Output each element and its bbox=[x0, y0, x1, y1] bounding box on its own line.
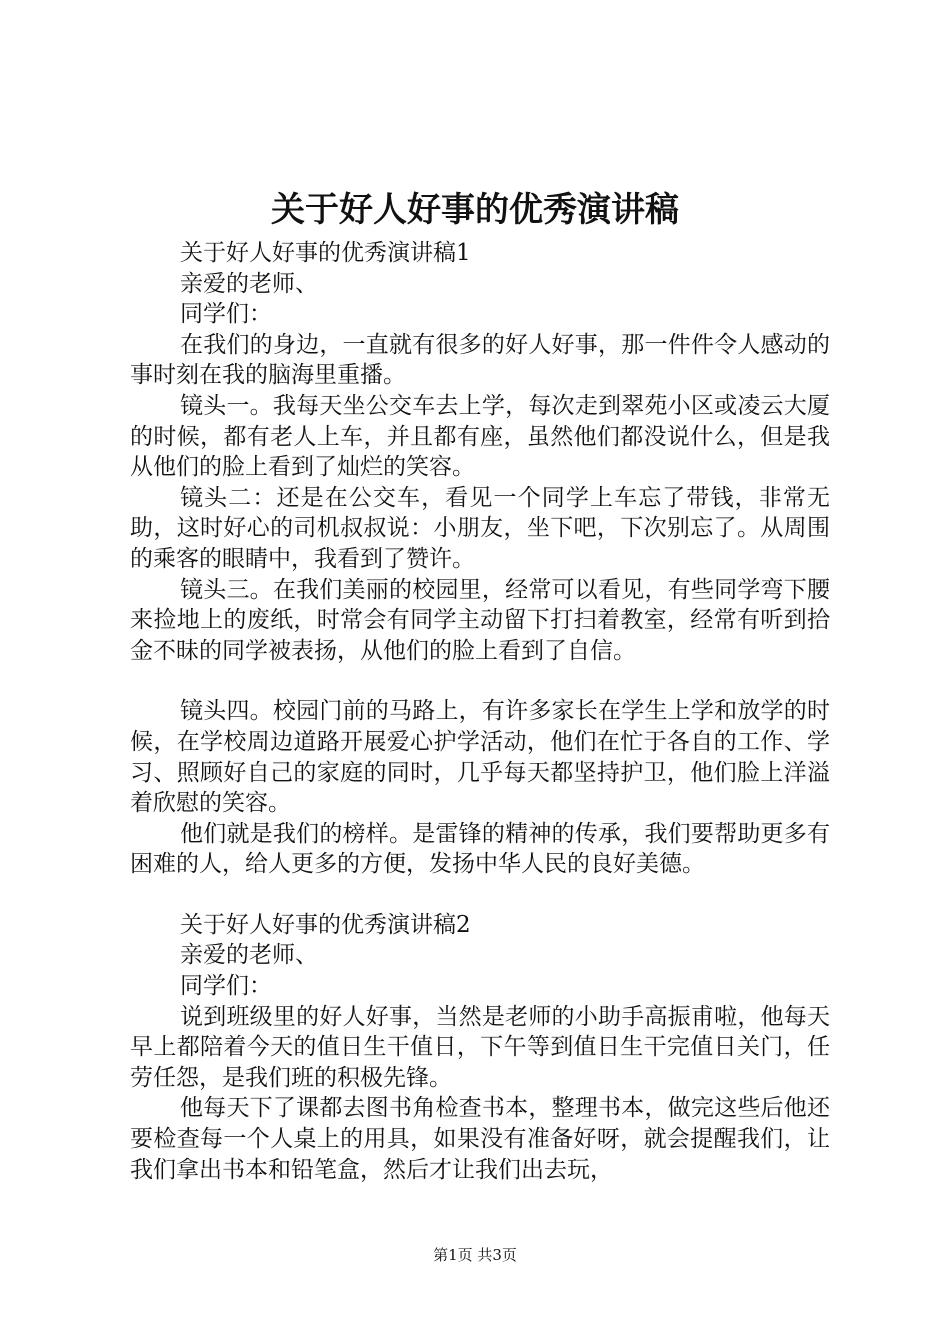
paragraph: 他每天下了课都去图书角检查书本，整理书本，做完这些后他还要检查每一个人桌上的用具，如果没有准备好呀，就会提醒我们，让我们拿出书本和铅笔盒，然后才让我们出去玩， bbox=[130, 1095, 830, 1183]
section-heading: 关于好人好事的优秀演讲稿2 bbox=[180, 911, 471, 938]
document-title: 关于好人好事的优秀演讲稿 bbox=[271, 190, 679, 230]
section-heading: 关于好人好事的优秀演讲稿1 bbox=[180, 240, 471, 266]
blank-line bbox=[130, 666, 830, 696]
blank-line bbox=[130, 880, 830, 910]
page-footer: 第1页 共3页 bbox=[433, 1246, 517, 1264]
salutation-line: 同学们： bbox=[180, 973, 272, 1000]
salutation-line: 亲爱的老师、 bbox=[180, 270, 318, 297]
paragraph: 镜头二：还是在公交车，看见一个同学上车忘了带钱，非常无助，这时好心的司机叔叔说：小朋友，坐下吧，下次别忘了。从周围的乘客的眼睛中，我看到了赞许。 bbox=[130, 484, 830, 572]
salutation-line: 亲爱的老师、 bbox=[180, 942, 318, 969]
paragraph: 他们就是我们的榜样。是雷锋的精神的传承，我们要帮助更多有困难的人，给人更多的方便，发扬中华人民的良好美德。 bbox=[130, 820, 830, 878]
paragraph: 在我们的身边，一直就有很多的好人好事，那一件件令人感动的事时刻在我的脑海里重播。 bbox=[130, 331, 830, 389]
section-1 bbox=[130, 238, 830, 880]
salutation-line: 同学们： bbox=[180, 301, 272, 328]
paragraph: 说到班级里的好人好事，当然是老师的小助手高振甫啦，他每天早上都陪着今天的值日生干值日，下午等到值日生干完值日关门，任劳任怨，是我们班的积极先锋。 bbox=[130, 1003, 830, 1091]
paragraph: 镜头四。校园门前的马路上，有许多家长在学生上学和放学的时候，在学校周边道路开展爱心护学活动，他们在忙于各自的工作、学习、照顾好自己的家庭的同时，几乎每天都坚持护卫，他们脸上洋溢着欣慰的笑容。 bbox=[130, 698, 830, 817]
document-body bbox=[130, 238, 830, 1185]
paragraph: 镜头三。在我们美丽的校园里，经常可以看见，有些同学弯下腰来捡地上的废纸，时常会有同学主动留下打扫着教室，经常有听到拾金不昧的同学被表扬，从他们的脸上看到了自信。 bbox=[130, 576, 830, 664]
paragraph: 镜头一。我每天坐公交车去上学，每次走到翠苑小区或凌云大厦的时候，都有老人上车，并且都有座，虽然他们都没说什么，但是我从他们的脸上看到了灿烂的笑容。 bbox=[130, 392, 830, 481]
section-2 bbox=[130, 910, 830, 1185]
